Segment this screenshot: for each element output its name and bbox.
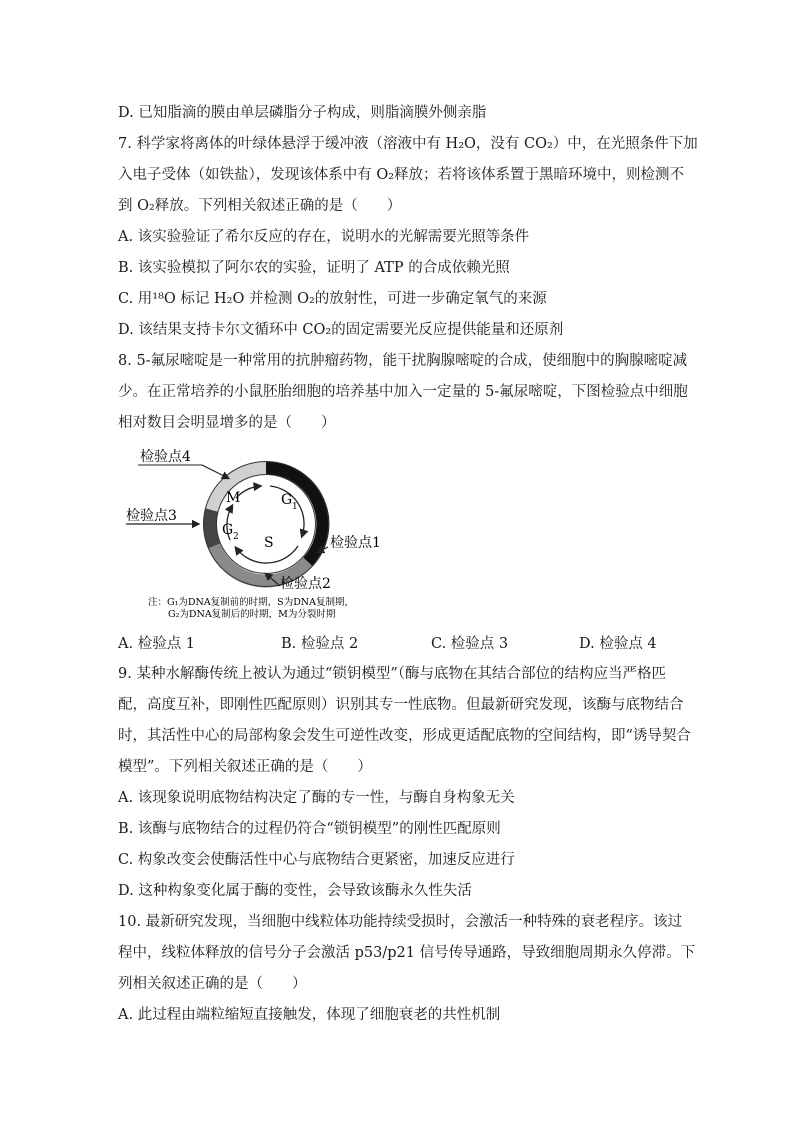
question-7-stem: 7. 科学家将离体的叶绿体悬浮于缓冲液（溶液中有 H₂O，没有 CO₂）中，在光照条件下加 (118, 136, 698, 152)
option-b: B. 该实验模拟了阿尔农的实验，证明了 ATP 的合成依赖光照 (118, 260, 510, 276)
checkpoint-2-label: 检验点2 (280, 576, 331, 592)
phase-m-label: M (226, 490, 241, 506)
checkpoint-4-arrow (202, 465, 228, 478)
option-b: B. 检验点 2 (281, 636, 359, 652)
option-a: A. 此过程由端粒缩短直接触发，体现了细胞衰老的共性机制 (118, 1007, 501, 1023)
option-a: A. 该实验验证了希尔反应的存在，说明水的光解需要光照等条件 (118, 229, 530, 245)
phase-g1-label: G (281, 492, 293, 508)
checkpoint-4-label: 检验点4 (140, 449, 191, 465)
option-c: C. 构象改变会使酶活性中心与底物结合更紧密，加速反应进行 (118, 852, 515, 868)
phase-g1-subscript: 1 (292, 502, 298, 512)
option-c: C. 用¹⁸O 标记 H₂O 并检测 O₂的放射性，可进一步确定氧气的来源 (118, 291, 547, 307)
option-b: B. 该酶与底物结合的过程仍符合“锁钥模型”的刚性匹配原则 (118, 821, 501, 837)
phase-g2-subscript: 2 (233, 532, 239, 542)
line: 程中，线粒体释放的信号分子会激活 p53/p21 信号传导通路，导致细胞周期永久停滞。下 (118, 945, 696, 961)
question-10-stem: 10. 最新研究发现，当细胞中线粒体功能持续受损时，会激活一种特殊的衰老程序。该过 (118, 914, 683, 930)
phase-s-label: S (264, 535, 274, 551)
option-d: D. 该结果支持卡尔文循环中 CO₂的固定需要光反应提供能量和还原剂 (118, 322, 564, 338)
line: 入电子受体（如铁盐），发现该体系中有 O₂释放；若将该体系置于黑暗环境中，则检测不 (118, 167, 685, 183)
question-8-stem: 8. 5-氟尿嘧啶是一种常用的抗肿瘤药物，能干扰胸腺嘧啶的合成，使细胞中的胸腺嘧啶减 (118, 353, 688, 369)
option-a: A. 检验点 1 (118, 636, 196, 652)
option-d: D. 检验点 4 (579, 636, 657, 652)
line: 相对数目会明显增多的是（ ） (118, 415, 336, 431)
question-9-stem: 9. 某种水解酶传统上被认为通过“锁钥模型”（酶与底物在其结合部位的结构应当严格匹 (118, 666, 667, 682)
line: 时，其活性中心的局部构象会发生可逆性改变，形成更适配底物的空间结构，即“诱导契合 (118, 728, 691, 744)
option-a: A. 该现象说明底物结构决定了酶的专一性，与酶自身构象无关 (118, 790, 515, 806)
figure-note: G₂为DNA复制后的时期，M为分裂时期 (168, 609, 336, 620)
line: 少。在正常培养的小鼠胚胎细胞的培养基中加入一定量的 5-氟尿嘧啶，下图检验点中细胞 (118, 384, 688, 400)
line: 列相关叙述正确的是（ ） (118, 976, 307, 992)
line: 模型”。下列相关叙述正确的是（ ） (118, 759, 372, 775)
line: D. 已知脂滴的膜由单层磷脂分子构成，则脂滴膜外侧亲脂 (118, 105, 487, 121)
checkpoint-3-label: 检验点3 (126, 508, 177, 524)
phase-g2-label: G (222, 522, 234, 538)
checkpoint-1-label: 检验点1 (330, 535, 381, 551)
option-d: D. 这种构象变化属于酶的变性，会导致该酶永久性失活 (118, 883, 472, 899)
option-c: C. 检验点 3 (431, 636, 509, 652)
line: 到 O₂释放。下列相关叙述正确的是（ ） (118, 198, 402, 214)
figure-note: 注：G₁为DNA复制前的时期，S为DNA复制期， (148, 597, 354, 608)
cell-cycle-diagram (118, 440, 398, 625)
line: 配，高度互补，即刚性匹配原则）识别其专一性底物。但最新研究发现，该酶与底物结合 (118, 697, 684, 713)
ring-segment-g2 (210, 510, 214, 546)
